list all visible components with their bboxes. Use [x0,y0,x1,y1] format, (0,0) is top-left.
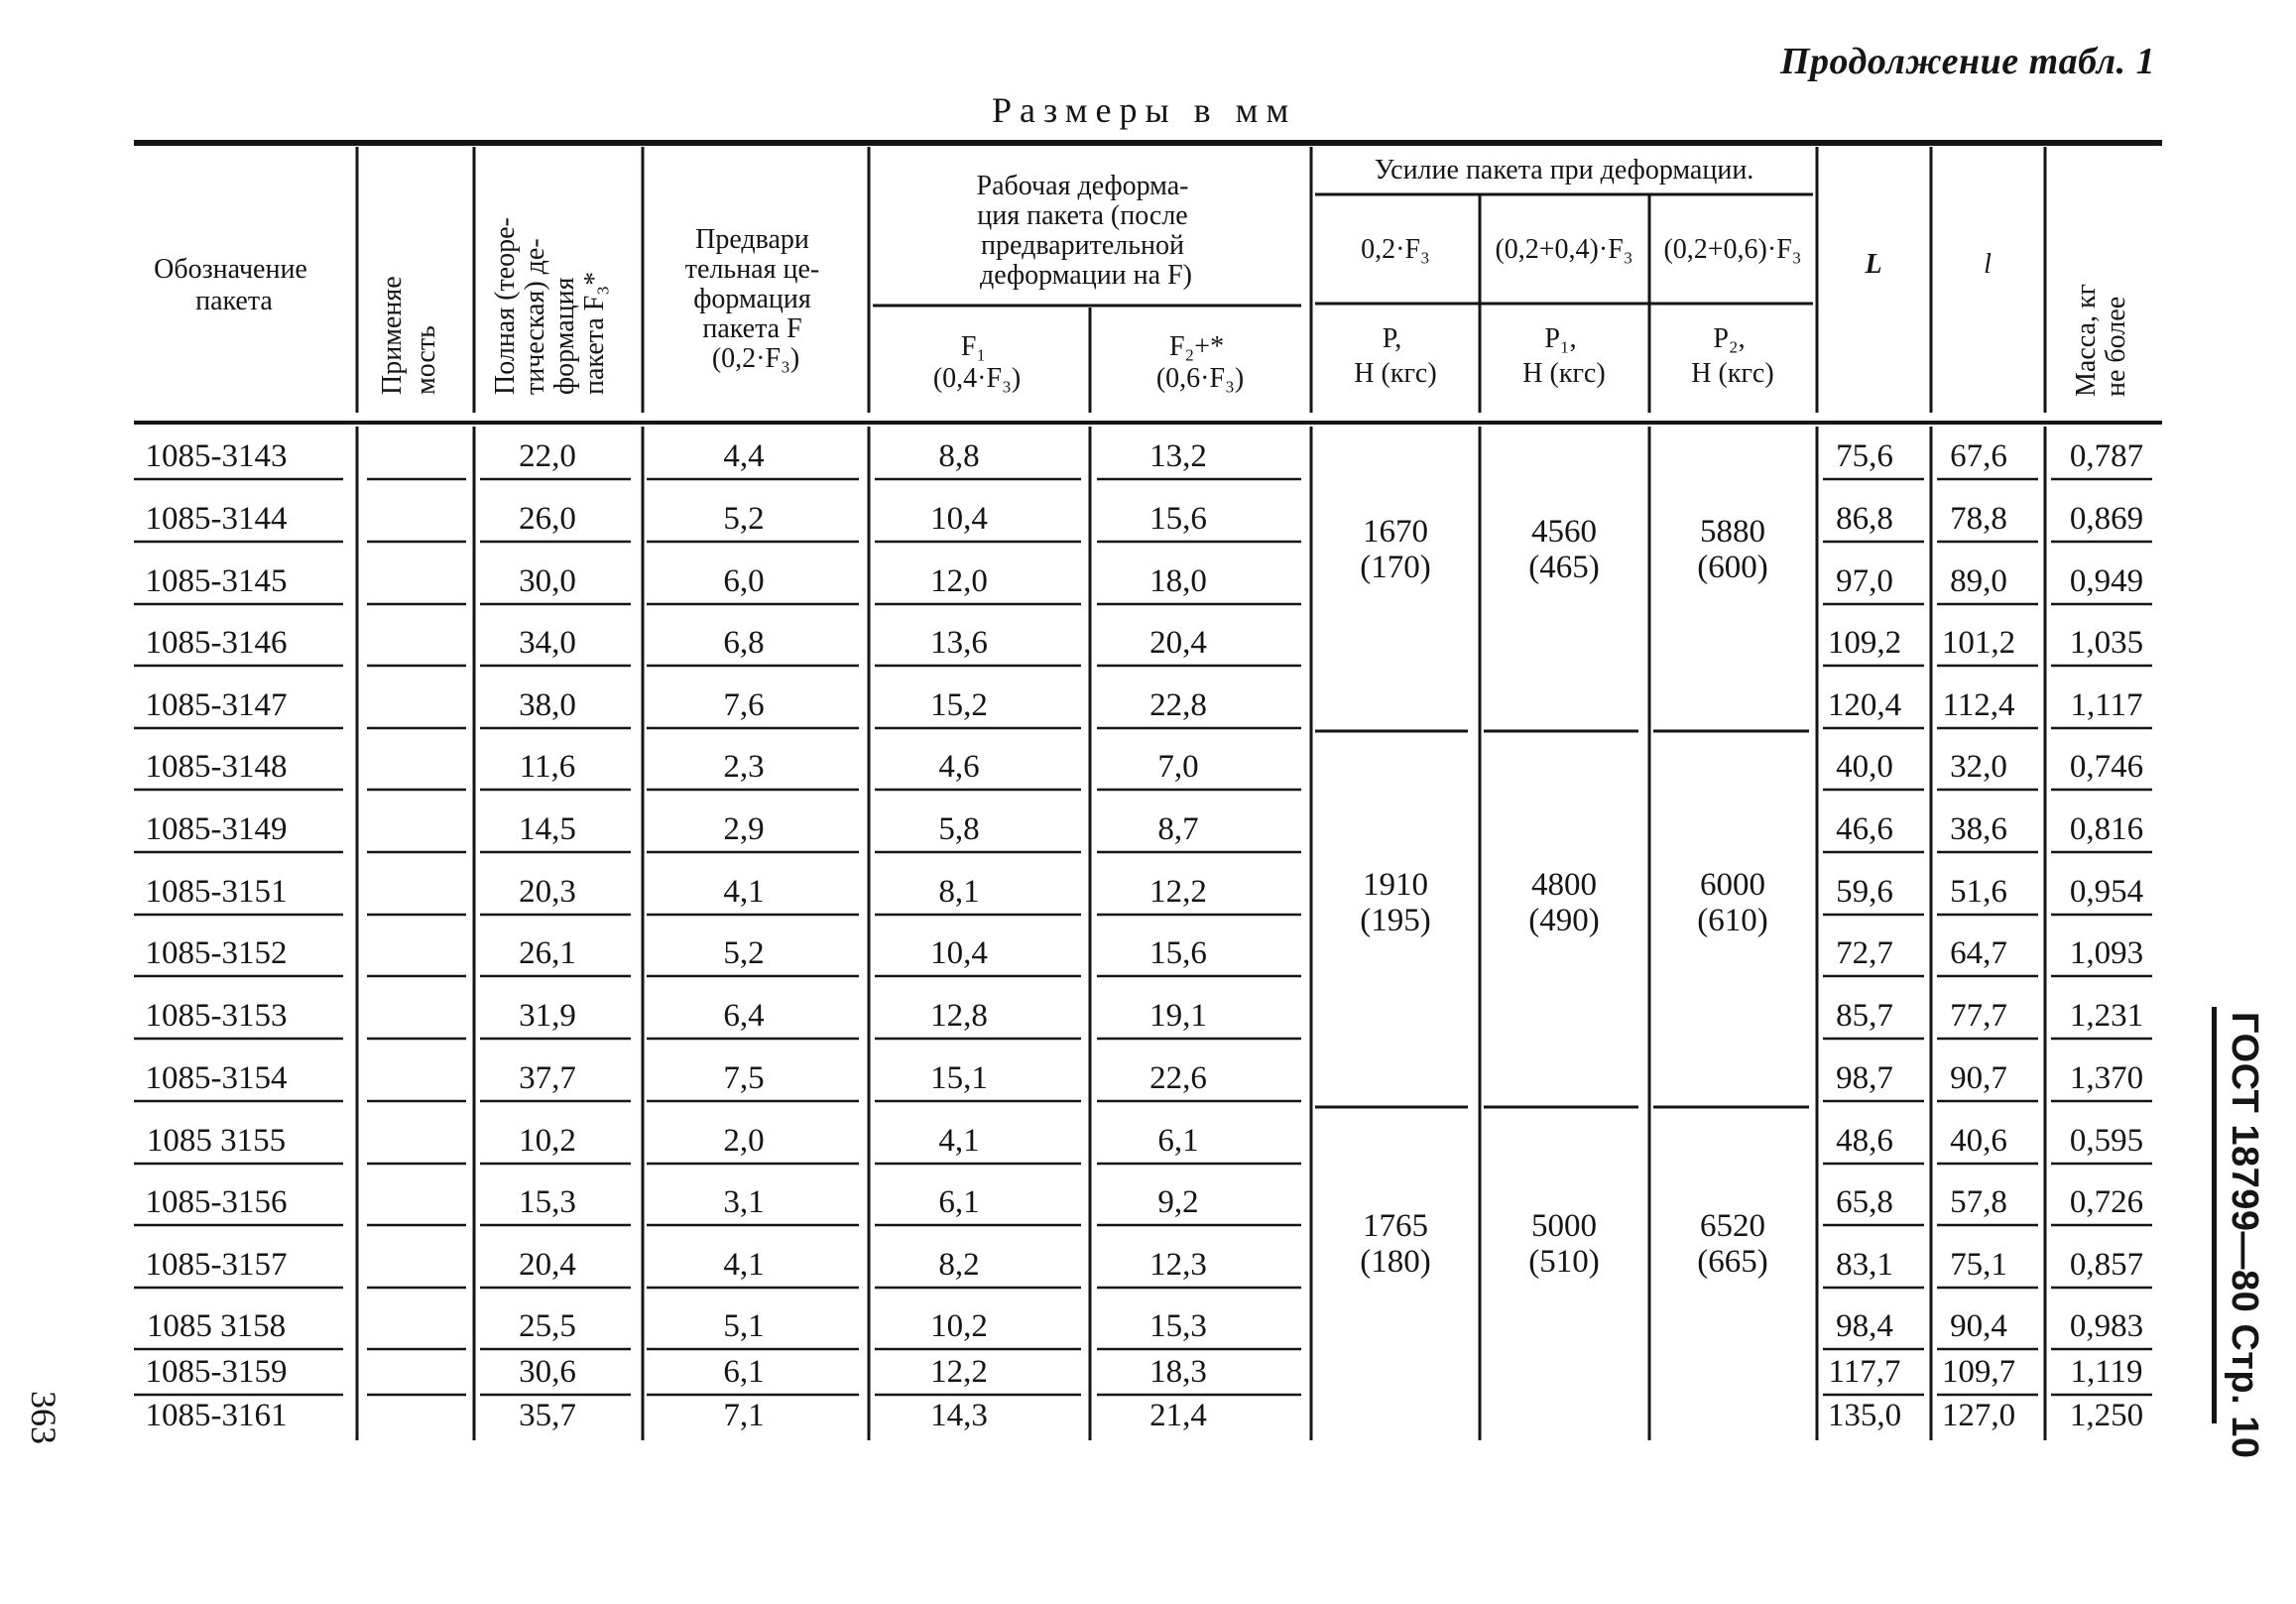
continuation-title: Продолжение табл. 1 [1780,41,2156,82]
cell-mass: 1,231 [2069,998,2144,1034]
cell-f2: 15,6 [1149,935,1207,971]
force-value-p: 1765 [1363,1208,1428,1244]
cell-f1: 14,3 [930,1398,988,1433]
header-p1: P₁, Н (кгс) [1522,323,1606,389]
cell-full-deformation: 15,3 [519,1184,576,1220]
cell-designation: 1085-3148 [145,749,288,785]
cell-f2: 20,4 [1149,625,1207,661]
cell-designation: 1085-3156 [145,1184,288,1220]
cell-l: 40,6 [1950,1123,2007,1159]
force-value-p1: 4560 [1531,514,1597,550]
header-force-1: 0,2·F₃ [1361,234,1430,265]
cell-mass: 0,983 [2069,1308,2144,1344]
cell-L: 46,6 [1836,811,1893,847]
cell-designation: 1085-3149 [145,811,288,847]
cell-mass: 0,746 [2069,749,2144,785]
cell-f1: 10,4 [930,501,988,537]
cell-designation: 1085-3143 [145,438,288,474]
cell-preliminary: 6,4 [723,998,765,1034]
cell-full-deformation: 38,0 [519,687,576,723]
cell-f1: 4,6 [938,749,980,785]
header-p2: P₂, Н (кгс) [1691,323,1774,389]
header-mass: Масса, кг не более [2071,283,2131,397]
cell-mass: 0,726 [2069,1184,2144,1220]
cell-l: 109,7 [1941,1354,2016,1390]
cell-designation: 1085-3146 [145,625,288,661]
cell-full-deformation: 37,7 [519,1060,576,1096]
cell-l: 67,6 [1950,438,2007,474]
cell-designation: 1085 3155 [146,1123,287,1159]
cell-f1: 8,1 [938,874,980,910]
cell-L: 48,6 [1836,1123,1893,1159]
cell-L: 135,0 [1827,1398,1902,1433]
cell-preliminary: 2,9 [723,811,765,847]
cell-mass: 0,949 [2069,563,2144,599]
force-value-p2: 6000 [1700,867,1765,903]
cell-f1: 13,6 [930,625,988,661]
cell-l: 51,6 [1950,874,2007,910]
cell-preliminary: 7,1 [723,1398,765,1433]
force-value-p1: 5000 [1531,1208,1597,1244]
force-value-p: 1910 [1363,867,1428,903]
cell-f2: 7,0 [1157,749,1199,785]
cell-f1: 8,2 [938,1247,980,1283]
units-caption: Размеры в мм [992,90,1297,130]
cell-f1: 12,2 [930,1354,988,1390]
cell-L: 65,8 [1836,1184,1893,1220]
cell-designation: 1085-3145 [145,563,288,599]
cell-f2: 22,8 [1149,687,1207,723]
cell-f2: 13,2 [1149,438,1207,474]
force-value-p: (180) [1360,1244,1431,1280]
cell-preliminary: 5,2 [723,501,765,537]
cell-L: 86,8 [1836,501,1893,537]
cell-full-deformation: 10,2 [519,1123,576,1159]
cell-mass: 0,595 [2069,1123,2144,1159]
cell-full-deformation: 22,0 [519,438,576,474]
cell-f1: 15,2 [930,687,988,723]
cell-mass: 1,035 [2069,625,2144,661]
cell-preliminary: 6,1 [723,1354,765,1390]
cell-preliminary: 7,5 [723,1060,765,1096]
cell-designation: 1085-3161 [145,1398,288,1433]
cell-full-deformation: 20,3 [519,874,576,910]
cell-l: 38,6 [1950,811,2007,847]
cell-f2: 22,6 [1149,1060,1207,1096]
cell-preliminary: 6,8 [723,625,765,661]
cell-full-deformation: 20,4 [519,1247,576,1283]
header-working-group: Рабочая деформа- ция пакета (после предварительной деформации на F) [976,171,1192,291]
cell-designation: 1085-3152 [145,935,288,971]
force-value-p2: (600) [1697,550,1768,585]
cell-mass: 0,954 [2069,874,2144,910]
header-designation: Обозначение пакета [154,254,307,316]
cell-f2: 18,0 [1149,563,1207,599]
page-number: 363 [24,1391,63,1444]
cell-f1: 10,4 [930,935,988,971]
header-applicability: Применяе мость [377,276,441,395]
cell-designation: 1085-3159 [145,1354,288,1390]
cell-preliminary: 5,2 [723,935,765,971]
cell-full-deformation: 34,0 [519,625,576,661]
cell-designation: 1085-3153 [145,998,288,1034]
force-value-p1: (490) [1528,903,1600,938]
force-value-p: (195) [1360,903,1431,938]
force-value-p1: (465) [1528,550,1600,585]
cell-preliminary: 5,1 [723,1308,765,1344]
cell-full-deformation: 26,1 [519,935,576,971]
force-value-p1: 4800 [1531,867,1597,903]
cell-f1: 4,1 [938,1123,980,1159]
header-p: P, Н (кгс) [1354,323,1437,389]
cell-L: 85,7 [1836,998,1893,1034]
cell-L: 83,1 [1836,1247,1893,1283]
cell-f2: 15,6 [1149,501,1207,537]
cell-full-deformation: 31,9 [519,998,576,1034]
cell-L: 75,6 [1836,438,1893,474]
force-value-p2: 5880 [1700,514,1765,550]
cell-l: 90,7 [1950,1060,2007,1096]
cell-L: 98,7 [1836,1060,1893,1096]
cell-f2: 21,4 [1149,1398,1207,1433]
cell-f1: 15,1 [930,1060,988,1096]
force-value-p: 1670 [1363,514,1428,550]
cell-l: 77,7 [1950,998,2007,1034]
force-value-p1: (510) [1528,1244,1600,1280]
cell-full-deformation: 35,7 [519,1398,576,1433]
force-value-p2: 6520 [1700,1208,1765,1244]
cell-mass: 0,869 [2069,501,2144,537]
cell-l: 89,0 [1950,563,2007,599]
header-force-group: Усилие пакета при деформации. [1374,155,1754,185]
cell-mass: 1,093 [2069,935,2144,971]
cell-f2: 15,3 [1149,1308,1207,1344]
table-body [134,438,2152,1433]
cell-mass: 1,250 [2069,1398,2144,1433]
header-preliminary: Предвари тельная це- формация пакета F (0,2·F₃) [684,224,820,374]
header-L: L [1865,249,1882,280]
header-full-deformation: Полная (теоре- тическая) де- формация пакета F₃* [490,217,610,395]
cell-l: 78,8 [1950,501,2007,537]
force-group-values [1360,514,1767,1280]
cell-f2: 8,7 [1157,811,1199,847]
header-force-2: (0,2+0,4)·F₃ [1495,234,1633,265]
cell-preliminary: 4,1 [723,1247,765,1283]
header-force-3: (0,2+0,6)·F₃ [1663,234,1802,265]
cell-mass: 1,119 [2070,1354,2143,1390]
cell-full-deformation: 14,5 [519,811,576,847]
cell-preliminary: 2,0 [723,1123,765,1159]
cell-mass: 0,857 [2069,1247,2144,1283]
cell-L: 120,4 [1827,687,1902,723]
force-value-p: (170) [1360,550,1431,585]
cell-full-deformation: 11,6 [519,749,576,785]
cell-l: 57,8 [1950,1184,2007,1220]
cell-f1: 12,0 [930,563,988,599]
cell-full-deformation: 30,6 [519,1354,576,1390]
cell-f2: 19,1 [1149,998,1207,1034]
cell-mass: 1,370 [2069,1060,2144,1096]
standard-side-label: ГОСТ 18799—80 Стр. 10 [2224,1012,2265,1459]
cell-preliminary: 7,6 [723,687,765,723]
cell-L: 98,4 [1836,1308,1893,1344]
cell-L: 97,0 [1836,563,1893,599]
cell-full-deformation: 26,0 [519,501,576,537]
cell-l: 75,1 [1950,1247,2007,1283]
cell-full-deformation: 25,5 [519,1308,576,1344]
cell-L: 109,2 [1827,625,1902,661]
cell-mass: 0,787 [2069,438,2144,474]
header-f1: F₁ (0,4·F₃) [932,331,1022,394]
cell-l: 64,7 [1950,935,2007,971]
cell-f2: 6,1 [1157,1123,1199,1159]
cell-L: 117,7 [1828,1354,1901,1390]
cell-f2: 18,3 [1149,1354,1207,1390]
cell-designation: 1085 3158 [146,1308,287,1344]
cell-l: 101,2 [1941,625,2016,661]
cell-L: 59,6 [1836,874,1893,910]
force-value-p2: (610) [1697,903,1768,938]
cell-preliminary: 2,3 [723,749,765,785]
cell-l: 112,4 [1942,687,2015,723]
cell-designation: 1085-3157 [145,1247,288,1283]
force-value-p2: (665) [1697,1244,1768,1280]
cell-f1: 5,8 [938,811,980,847]
cell-L: 72,7 [1836,935,1893,971]
cell-L: 40,0 [1836,749,1893,785]
cell-designation: 1085-3151 [145,874,288,910]
cell-full-deformation: 30,0 [519,563,576,599]
cell-mass: 0,816 [2069,811,2144,847]
cell-designation: 1085-3154 [145,1060,288,1096]
cell-preliminary: 4,4 [723,438,765,474]
cell-l: 32,0 [1950,749,2007,785]
cell-designation: 1085-3147 [145,687,288,723]
cell-mass: 1,117 [2070,687,2143,723]
cell-f2: 9,2 [1157,1184,1199,1220]
cell-preliminary: 6,0 [723,563,765,599]
cell-f1: 6,1 [938,1184,980,1220]
header-l: l [1984,249,1992,280]
cell-f1: 12,8 [930,998,988,1034]
cell-f1: 8,8 [938,438,980,474]
cell-f2: 12,2 [1149,874,1207,910]
cell-preliminary: 3,1 [723,1184,765,1220]
table-header [154,155,2131,397]
cell-designation: 1085-3144 [145,501,288,537]
cell-f1: 10,2 [930,1308,988,1344]
cell-l: 127,0 [1941,1398,2016,1433]
cell-l: 90,4 [1950,1308,2007,1344]
cell-preliminary: 4,1 [723,874,765,910]
cell-f2: 12,3 [1149,1247,1207,1283]
header-f2: F₂+* (0,6·F₃) [1155,331,1245,394]
